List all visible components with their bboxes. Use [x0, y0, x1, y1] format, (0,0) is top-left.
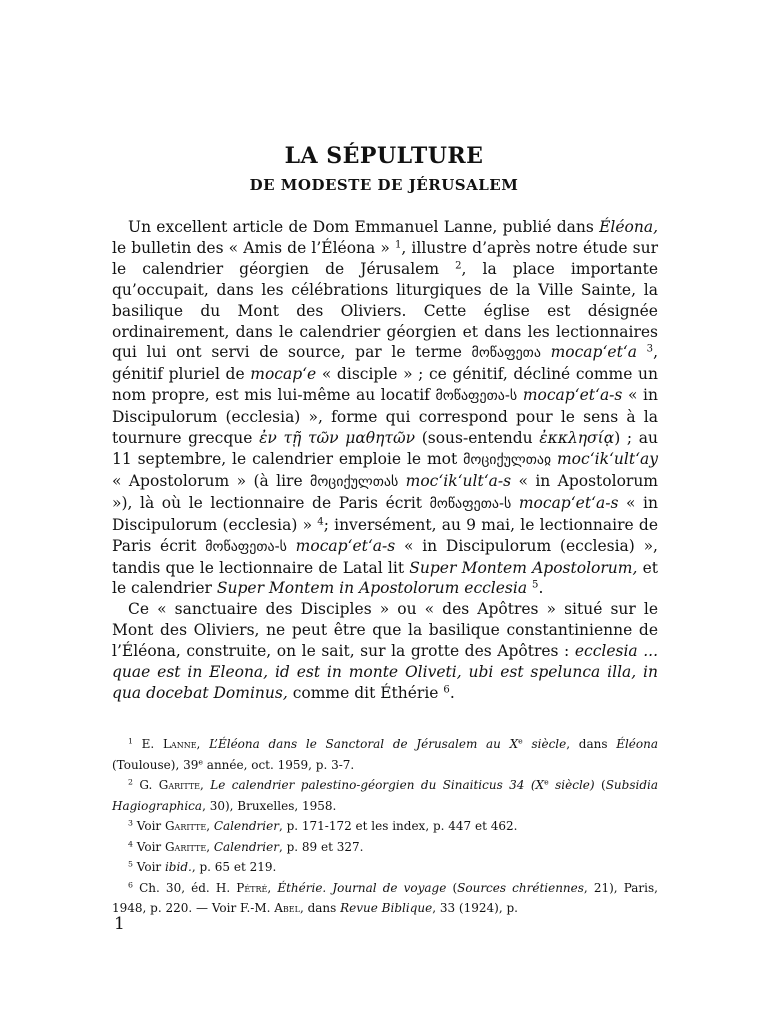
text-span: Voir: [132, 839, 165, 854]
latin-phrase: Super Montem Apostolorum,: [409, 558, 638, 577]
text-span: G.: [132, 778, 159, 792]
work-title: L’Éléona dans le Sanctoral de Jérusalem au: [209, 737, 501, 751]
georgian-term: მოწაფეთა: [471, 345, 541, 362]
text-span: Ch. 30, éd. H.: [132, 880, 237, 895]
text-span: « in Discipulorum (ecclesia) », tandis que le lectionnaire de Latal lit: [112, 536, 658, 577]
text-span: ,: [206, 839, 214, 854]
footnote-2: [112, 775, 658, 816]
work-title: ibid.: [164, 860, 192, 874]
page-title: LA SÉPULTURE: [284, 143, 484, 169]
work-title: Calendrier: [213, 819, 279, 833]
text-span: , la place importante qu’occupait, dans les célébrations liturgiques de la Ville Sainte, la basilique du Mont des Oliviers. Cette église est désignée ordinairement, dans le calendrier géorgien et dans les lectionnaires qui lui ont servi de source, par le terme: [112, 259, 658, 362]
space: [287, 537, 296, 555]
journal-title: Revue Biblique: [340, 901, 433, 915]
footnote-ref-1: 1: [394, 239, 402, 251]
author-name: Garitte: [158, 778, 200, 792]
footnote-ref-2: 2: [455, 260, 462, 272]
author-name: Lanne: [162, 737, 197, 751]
footnote-ref-3: 3: [646, 343, 654, 355]
transliteration: mocap‘et‘a: [550, 343, 637, 362]
work-title: Éthérie. Journal de voyage: [277, 880, 447, 895]
text-span: ,: [267, 880, 278, 895]
footnote-6: [112, 878, 658, 919]
text-span: année, oct. 1959, p. 3-7.: [202, 757, 355, 772]
footnote-5: [112, 857, 658, 878]
transliteration: mocap‘et‘a-s: [518, 493, 619, 512]
footnote-1: [112, 734, 658, 775]
text-span: , dans: [299, 901, 341, 915]
greek-word: ἐκκλησίᾳ: [539, 429, 615, 448]
page-subtitle: DE MODESTE DE JÉRUSALEM: [249, 176, 519, 194]
greek-phrase: ἐν τῇ τῶν μαθητῶν: [259, 429, 416, 448]
work-title: siècle): [548, 778, 595, 792]
work-title: Calendrier: [213, 839, 279, 854]
space: [398, 472, 405, 490]
paragraph-2: [112, 599, 658, 704]
text-span: ) ; au 11 septembre, le calendrier emploie le mot: [112, 429, 658, 468]
series-title: Subsidia Hagiographica: [112, 778, 658, 813]
space: [511, 494, 519, 512]
text-span: Voir: [132, 819, 165, 833]
series-title: Sources chrétiennes: [457, 880, 584, 895]
journal-title: Éléona,: [599, 218, 658, 236]
space: [501, 737, 510, 751]
text-span: , génitif pluriel de: [112, 343, 658, 384]
text-span: .: [449, 683, 455, 702]
text-span: , p. 171-172 et les index, p. 447 et 462.: [278, 819, 518, 833]
text-span: (sous-entendu: [415, 429, 540, 448]
text-span: , 33 (1924), p.: [432, 901, 518, 915]
georgian-term: მოციქულთას: [310, 473, 399, 490]
author-name: Pétré: [236, 880, 268, 895]
footnote-number: 4: [128, 839, 133, 849]
footnote-number: 3: [128, 818, 133, 828]
text-span: ; inversément, au 9 mai, le lectionnaire de Paris écrit: [112, 515, 658, 555]
text-span: « in Discipulorum (ecclesia) », forme qui correspond pour le sens à la tournure grecque: [112, 386, 659, 448]
body-text: [112, 217, 658, 704]
text-span: , dans: [566, 737, 617, 751]
footnote-number: 5: [128, 859, 133, 869]
text-span: , illustre d’après notre étude sur le calendrier géorgien de Jérusalem: [112, 238, 658, 278]
space: [541, 343, 551, 361]
text-span: « in Discipulorum (ecclesia) »: [112, 493, 658, 534]
footnote-number: 1: [128, 736, 133, 746]
transliteration: mocap‘e: [250, 365, 317, 384]
work-title: siècle: [522, 737, 567, 751]
text-span: ,: [200, 778, 211, 792]
transliteration: moc‘ik‘ult‘a-s: [405, 471, 512, 490]
footnote-ref-5: 5: [532, 579, 539, 591]
journal-title: Éléona: [616, 737, 658, 751]
text-span: , 30), Bruxelles, 1958.: [202, 798, 337, 813]
footnote-number: 6: [128, 880, 133, 890]
footnote-ref-6: 6: [443, 684, 450, 696]
transliteration: mocap‘et‘a-s: [295, 536, 396, 555]
georgian-term: მოწაფეთა-ს: [429, 495, 512, 512]
superscript: e: [198, 757, 203, 767]
text-span: et le calendrier: [112, 558, 658, 598]
superscript: e: [518, 736, 523, 746]
author-name: Garitte: [164, 819, 207, 833]
text-span: , p. 89 et 327.: [278, 839, 364, 854]
author-name: Garitte: [164, 839, 207, 854]
work-title: X: [509, 737, 519, 751]
author-name: Abel: [274, 901, 300, 915]
georgian-term: მოციქულთაჲ: [463, 451, 552, 468]
text-span: Voir: [132, 860, 165, 874]
page-number: 1: [114, 914, 125, 934]
transliteration: mocap‘et‘a-s: [522, 386, 623, 405]
text-span: « in Apostolorum »), là où le lectionnaire de Paris écrit: [112, 471, 658, 512]
footnote-4: [112, 837, 658, 858]
paragraph-1: [112, 217, 658, 599]
georgian-term: მოწაფეთა-ს: [205, 538, 287, 555]
text-span: (: [446, 880, 458, 895]
transliteration: moc‘ik‘ult‘ay: [556, 449, 658, 468]
text-span: comme dit Éthérie: [287, 683, 444, 702]
latin-quote: ecclesia ... quae est in Eleona, id est in monte Oliveti, ubi est spelunca illa, in qua docebat Dominus,: [112, 642, 658, 702]
text-span: Ce « sanctuaire des Disciples » ou « des Apôtres » situé sur le Mont des Oliviers, ne peut être que la basilique constantinienne de l’Éléona, construite, on le sait, sur la grotte des Apôtres :: [112, 600, 658, 661]
text-span: « disciple » ; ce génitif, décliné comme un nom propre, est mis lui-même au locatif: [112, 365, 658, 405]
text-span: E.: [132, 737, 163, 751]
latin-phrase: Super Montem in Apostolorum ecclesia: [216, 579, 528, 598]
space: [637, 343, 647, 361]
work-title: Le calendrier palestino-géorgien du Sinaiticus 34 (X: [210, 778, 545, 792]
text-span: ,: [196, 737, 210, 751]
text-span: , 21), Paris, 1948, p. 220. — Voir F.-M.: [112, 880, 658, 915]
text-span: (: [594, 778, 606, 792]
superscript: e: [544, 777, 549, 787]
text-span: « Apostolorum » (à lire: [112, 471, 311, 490]
footnotes: [112, 734, 658, 919]
georgian-term: მოწაფეთა-ს: [435, 388, 518, 405]
text-span: ,: [206, 819, 214, 833]
footnote-3: [112, 816, 658, 837]
text-span: .: [538, 579, 544, 598]
text-span: (Toulouse), 39: [112, 757, 199, 772]
text-span: , p. 65 et 219.: [191, 860, 277, 874]
footnote-number: 2: [128, 777, 133, 787]
text-span: Un excellent article de Dom Emmanuel Lanne, publié dans: [128, 218, 600, 236]
text-span: le bulletin des « Amis de l’Éléona »: [112, 238, 395, 257]
footnote-ref-4: 4: [317, 516, 324, 528]
